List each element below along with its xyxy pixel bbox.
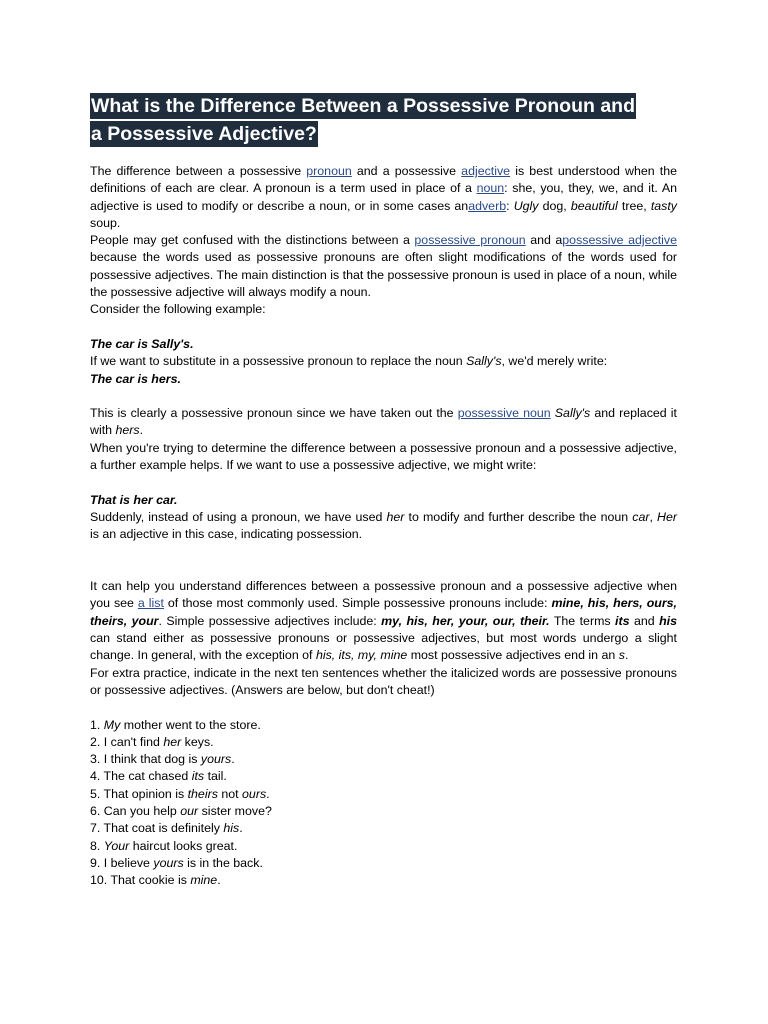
paragraph-definitions: The difference between a possessive pronoun and a possessive adjective is best understood when the definitions of each are clear. A pronoun is a term used in place of a noun: she, you, they, we, and it. An adjective is used to modify or describe a noun, or in some cases anadverb: Ugly dog, beautiful tree, tasty soup.	[90, 164, 677, 230]
page-title	[90, 93, 690, 149]
article-body	[90, 163, 677, 889]
paragraph-distinction: People may get confused with the distinctions between a possessive pronoun and apossessive adjective because the words used as possessive pronouns are often slight modifications of the words used for possessive adjectives. The main distinction is that the possessive pronoun is used in place of a noun, while the possessive adjective will always modify a noun.	[90, 233, 677, 300]
paragraph-further-example: When you're trying to determine the difference between a possessive pronoun and a possessive adjective, a further example helps. If we want to use a possessive adjective, we might write:	[90, 440, 677, 473]
paragraph-consider: Consider the following example:	[90, 302, 266, 317]
list-item: 10. That cookie is mine.	[90, 873, 221, 888]
list-item: 6. Can you help our sister move?	[90, 803, 272, 818]
list-item: 2. I can't find her keys.	[90, 734, 214, 749]
link-noun[interactable]: noun	[476, 181, 505, 196]
title-line-2: a Possessive Adjective?	[91, 123, 317, 145]
list-item: 8. Your haircut looks great.	[90, 838, 238, 853]
link-adjective[interactable]: adjective	[461, 164, 511, 178]
link-adverb[interactable]: adverb	[468, 198, 507, 213]
example-sallys: The car is Sally's.	[90, 336, 194, 351]
link-a-list[interactable]: a list	[137, 596, 164, 611]
list-item: 1. My mother went to the store.	[90, 717, 261, 732]
list-item: 4. The cat chased its tail.	[90, 769, 227, 784]
link-pronoun[interactable]: pronoun	[306, 164, 352, 178]
paragraph-lists: It can help you understand differences between a possessive pronoun and a possessive adjective when you see a list of those most commonly used. Simple possessive pronouns include: mine, his, hers, ours, theirs, your. Simple possessive adjectives include: my, his, her, your, our, their. The terms its and his can stand either as possessive pronouns or possessive adjectives, but most words undergo a slight change. In general, with the exception of his, its, my, mine most possessive adjectives end in an s.	[90, 579, 678, 663]
title-line-1: What is the Difference Between a Possessive Pronoun and	[91, 95, 635, 117]
paragraph-substitute: If we want to substitute in a possessive pronoun to replace the noun Sally's, we'd merely write:	[90, 354, 608, 369]
paragraph-clearly: This is clearly a possessive pronoun since we have taken out the possessive noun Sally's and replaced it with hers.	[90, 406, 677, 438]
link-possessive-pronoun[interactable]: possessive pronoun	[414, 233, 526, 248]
list-item: 3. I think that dog is yours.	[90, 752, 235, 767]
paragraph-practice: For extra practice, indicate in the next ten sentences whether the italicized words are possessive pronouns or possessive adjectives. (Answers are below, but don't cheat!)	[90, 665, 677, 697]
paragraph-suddenly: Suddenly, instead of using a pronoun, we have used her to modify and further describe the noun car, Her is an adjective in this case, indicating possession.	[90, 509, 678, 542]
exercise-list	[90, 717, 677, 890]
link-possessive-adjective[interactable]: possessive adjective	[562, 233, 677, 248]
example-hers: The car is hers.	[90, 371, 181, 386]
list-item: 9. I believe yours is in the back.	[90, 855, 263, 870]
example-her-car: That is her car.	[90, 492, 178, 507]
list-item: 5. That opinion is theirs not ours.	[90, 786, 270, 801]
list-item: 7. That coat is definitely his.	[90, 821, 243, 836]
link-possessive-noun[interactable]: possessive noun	[457, 406, 551, 421]
